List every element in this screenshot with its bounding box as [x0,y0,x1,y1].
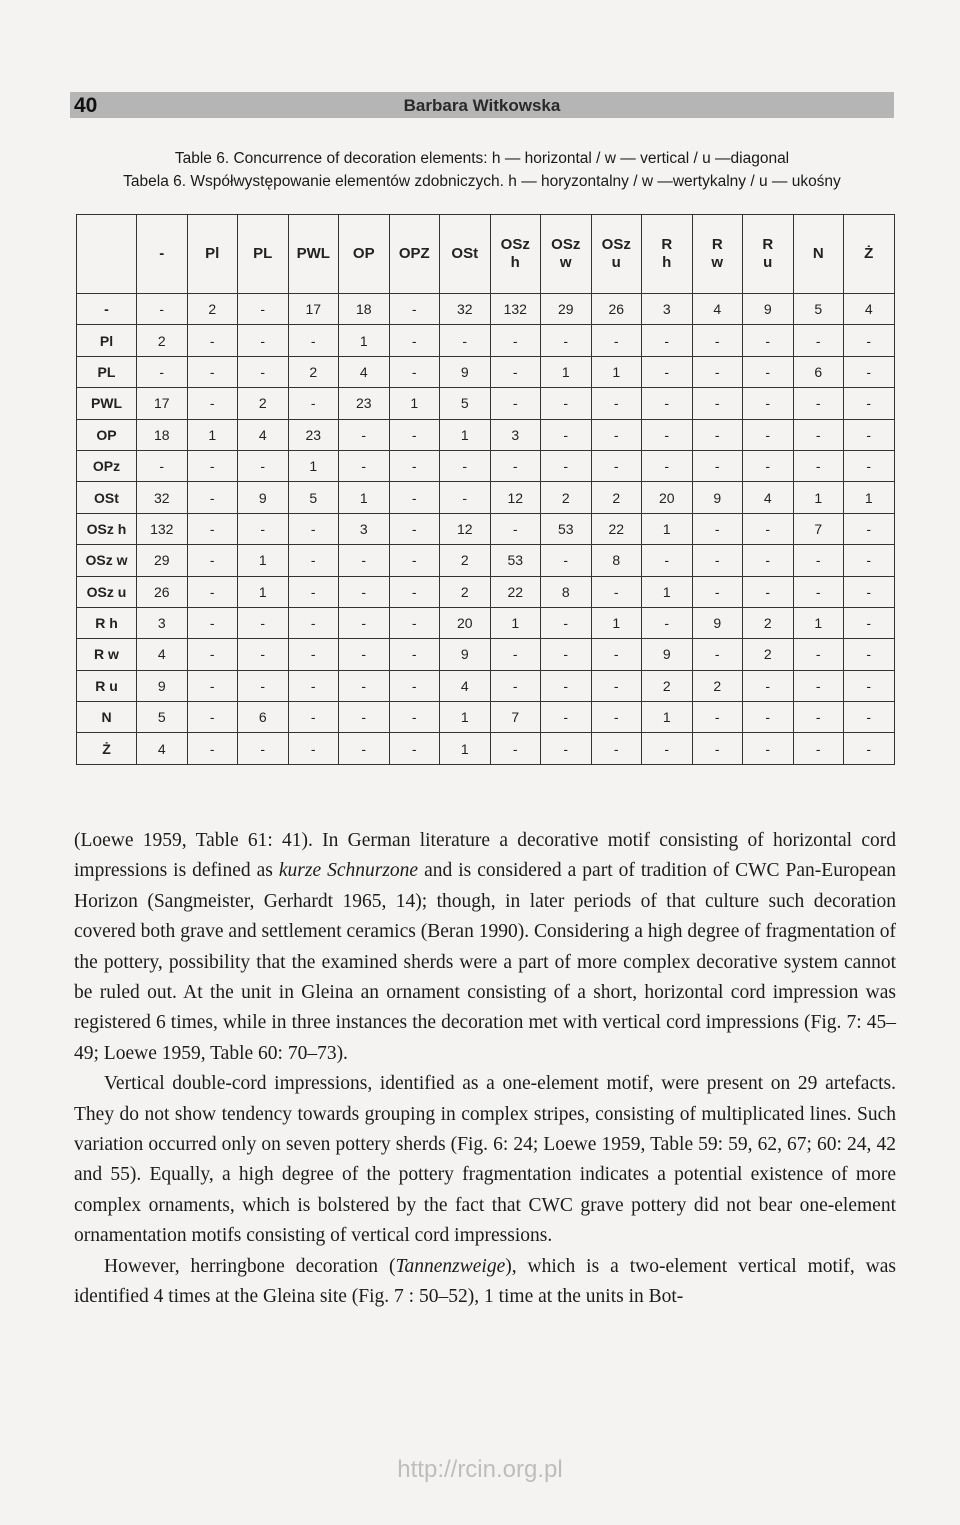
table-row [77,419,895,450]
table-cell: 9 [440,356,491,387]
table-cell: - [238,294,289,325]
table-cell: - [692,513,743,544]
table-cell: - [541,733,592,764]
table-cell: - [389,356,440,387]
table-cell: - [692,576,743,607]
table-cell: - [743,388,794,419]
table-cell: - [490,639,541,670]
table-cell: - [793,702,844,733]
table-cell: - [490,325,541,356]
table-cell: - [844,576,895,607]
table-cell: 1 [238,545,289,576]
table-cell: 53 [490,545,541,576]
table-cell: 2 [137,325,188,356]
table-cell: 132 [137,513,188,544]
table-cell: - [238,325,289,356]
table-cell: 132 [490,294,541,325]
table-cell: - [541,639,592,670]
table-cell: 1 [793,482,844,513]
table-cell: - [743,576,794,607]
column-header: OSz w [541,215,592,294]
table-cell: - [743,670,794,701]
table-cell: - [288,576,339,607]
table-cell: 23 [339,388,390,419]
table-cell: 1 [490,607,541,638]
cooccurrence-table [76,214,895,765]
table-cell: 9 [137,670,188,701]
table-cell: 1 [339,325,390,356]
row-header: N [77,702,137,733]
table-caption-english: Table 6. Concurrence of decoration elements: h — horizontal / w — vertical / u —diagonal [174,150,790,167]
table-cell: - [793,670,844,701]
table-cell: - [793,545,844,576]
table-cell: - [389,576,440,607]
table-row [77,294,895,325]
table-cell: - [844,607,895,638]
footer-url: http://rcin.org.pl [397,1456,563,1483]
column-header [77,215,137,294]
table-cell: - [187,702,238,733]
table-cell: 7 [490,702,541,733]
table-cell: - [844,325,895,356]
table-cell: - [642,607,693,638]
column-header: R h [642,215,693,294]
table-cell: - [844,670,895,701]
paragraph-2: Vertical double-cord impressions, identified as a one-element motif, were present on 29 artefacts. They do not show tendency towards grouping in complex stripes, consisting of multiplicated lines. Such variation occurred only on seven pottery sherds (Fig. 6: 24; Loewe 1959, Table 59: 59, 62, 67; 60: 24, 42 and 55). Equally, a high degree of the pottery fragmentation indicates a potential existence of more complex ornaments, which is bolstered by the fact that CWC grave pottery did not bear one-element ornamentation motifs consisting of vertical cord impressions. [74,1073,896,1247]
table-cell: - [490,356,541,387]
paragraph-3-term: Tannenzweige [395,1255,506,1277]
row-header: R h [77,607,137,638]
table-cell: - [339,576,390,607]
table-cell: 1 [440,419,491,450]
table-cell: - [844,450,895,481]
table-cell: 8 [541,576,592,607]
table-cell: 9 [238,482,289,513]
row-header: OSz h [77,513,137,544]
paragraph-3 [74,1252,896,1313]
column-header: OSz u [591,215,642,294]
table-cell: - [793,733,844,764]
table-cell: 4 [137,639,188,670]
table-cell: - [743,545,794,576]
table-cell: - [844,639,895,670]
table-cell: - [339,419,390,450]
column-header: N [793,215,844,294]
table-cell: - [541,419,592,450]
table-cell: 22 [490,576,541,607]
table-row [77,702,895,733]
table-cell: - [339,639,390,670]
table-cell: - [793,639,844,670]
table-row [77,733,895,764]
paragraph-1-text-c: and is considered a part of tradition of CWC Pan-European Horizon (Sangmeister, Gerhardt 1965, 14); though, in later periods of that culture such decoration covered both grave and settlement ceramics (Beran 1990). Considering a high degree of fragmentation of the pottery, possibility that the examined sherds were a part of more complex decorative system cannot be ruled out. At the unit in Gleina an ornament consisting of a short, horizontal cord impression was registered 6 times, while in three instances the decoration met with vertical cord impressions (Fig. 7: 45–49; Loewe 1959, Table 60: 70–73). [74,860,897,1064]
table-cell: - [743,419,794,450]
table-cell: - [187,607,238,638]
table-cell: - [187,670,238,701]
table-cell: 4 [137,733,188,764]
table-cell: 20 [642,482,693,513]
table-cell: - [591,325,642,356]
table-cell: - [137,356,188,387]
table-cell: - [844,388,895,419]
table-cell: - [793,576,844,607]
table-cell: 6 [793,356,844,387]
table-cell: - [692,450,743,481]
table-cell: 4 [339,356,390,387]
table-cell: - [187,325,238,356]
row-header: OP [77,419,137,450]
table-cell: - [187,733,238,764]
table-cell: 1 [642,702,693,733]
column-header: Pl [187,215,238,294]
table-cell: 6 [238,702,289,733]
table-cell: 1 [440,733,491,764]
table-cell: - [642,733,693,764]
column-header: R u [743,215,794,294]
table-cell: - [389,702,440,733]
table-cell: 1 [591,607,642,638]
table-cell: - [238,639,289,670]
table-header-row [77,215,895,294]
table-cell: - [288,607,339,638]
running-head-author: Barbara Witkowska [403,96,561,115]
table-cell: - [440,482,491,513]
table-cell: 2 [187,294,238,325]
table-cell: 9 [692,607,743,638]
table-cell: - [389,639,440,670]
table-row [77,607,895,638]
table-cell: - [844,702,895,733]
table-cell: 1 [642,513,693,544]
table-cell: 7 [793,513,844,544]
table-cell: - [692,545,743,576]
table-body [77,294,895,765]
row-header: Pl [77,325,137,356]
table-cell: - [238,733,289,764]
table-cell: - [793,325,844,356]
table-cell: - [591,450,642,481]
table-cell: - [591,639,642,670]
table-cell: 26 [591,294,642,325]
table-cell: - [490,670,541,701]
table-row [77,356,895,387]
table-cell: 5 [440,388,491,419]
table-cell: - [187,356,238,387]
table-cell: 29 [541,294,592,325]
table-cell: - [692,702,743,733]
table-cell: - [591,388,642,419]
table-cell: - [591,419,642,450]
body-text [74,826,896,1313]
table-cell: 29 [137,545,188,576]
table-cell: 2 [288,356,339,387]
table-cell: - [541,670,592,701]
table-caption-polish: Tabela 6. Współwystępowanie elementów zdobniczych. h — horyzontalny / w —wertykalny / u — ukośny [123,173,841,190]
table-cell: - [440,325,491,356]
table-cell: 53 [541,513,592,544]
paragraph-1-text-a: (Loewe 1959, Table 61: 41). In German literature a decorative motif consisting of horizontal cord impressions is defined as [74,830,896,882]
table-cell: 12 [440,513,491,544]
table-cell: - [339,450,390,481]
table-cell: - [288,639,339,670]
row-header: Ż [77,733,137,764]
table-cell: 2 [591,482,642,513]
table-cell: - [844,356,895,387]
column-header: - [137,215,188,294]
table-cell: - [793,419,844,450]
column-header: OPZ [389,215,440,294]
table-cell: - [339,545,390,576]
table-cell: - [339,607,390,638]
table-cell: - [541,702,592,733]
table-cell: - [389,733,440,764]
table-cell: 18 [339,294,390,325]
table-cell: 9 [692,482,743,513]
table-cell: 2 [440,545,491,576]
table-cell: 8 [591,545,642,576]
table-cell: 4 [238,419,289,450]
table-cell: 3 [339,513,390,544]
table-cell: - [844,419,895,450]
table-cell: - [743,356,794,387]
table-cell: 1 [642,576,693,607]
table-cell: - [187,639,238,670]
table-cell: 2 [743,607,794,638]
table-cell: 1 [238,576,289,607]
table-cell: - [490,733,541,764]
table-cell: - [389,545,440,576]
table-cell: - [541,388,592,419]
table-row [77,513,895,544]
table-cell: - [187,576,238,607]
table-cell: 1 [187,419,238,450]
table-cell: 3 [490,419,541,450]
row-header: PL [77,356,137,387]
table-row [77,325,895,356]
table-cell: 17 [137,388,188,419]
table-cell: - [793,388,844,419]
table-cell: 3 [642,294,693,325]
table-cell: 32 [137,482,188,513]
table-cell: - [238,356,289,387]
table-cell: - [591,670,642,701]
table-cell: 22 [591,513,642,544]
table-cell: 9 [743,294,794,325]
table-cell: - [339,733,390,764]
table-row [77,450,895,481]
table-cell: - [389,450,440,481]
table-cell: 2 [743,639,794,670]
table-cell: 5 [288,482,339,513]
table-cell: - [591,733,642,764]
table-cell: 5 [793,294,844,325]
table-cell: 2 [692,670,743,701]
table-cell: 23 [288,419,339,450]
table-cell: 2 [440,576,491,607]
paragraph-1-term: kurze Schnurzone [278,860,419,882]
table-cell: - [389,513,440,544]
column-header: R w [692,215,743,294]
table-cell: 32 [440,294,491,325]
table-cell: - [389,482,440,513]
table-cell: - [490,513,541,544]
table-cell: - [642,419,693,450]
table-cell: - [389,294,440,325]
column-header: OP [339,215,390,294]
table-cell: 12 [490,482,541,513]
table-cell: 20 [440,607,491,638]
table-row [77,545,895,576]
table-cell: 4 [440,670,491,701]
table-cell: 5 [137,702,188,733]
table-cell: 1 [339,482,390,513]
table-cell: 1 [389,388,440,419]
table-cell: 9 [642,639,693,670]
table-row [77,670,895,701]
table-cell: - [844,513,895,544]
paragraph-3-text-a: However, herringbone decoration ( [104,1255,396,1277]
table-cell: - [642,356,693,387]
table-cell: - [541,607,592,638]
table-cell: - [844,733,895,764]
table-cell: - [238,670,289,701]
table-cell: - [793,450,844,481]
table-cell: 4 [743,482,794,513]
table-cell: - [238,450,289,481]
table-cell: - [692,639,743,670]
table-cell: - [288,670,339,701]
table-cell: 1 [793,607,844,638]
table-cell: - [288,545,339,576]
table-cell: - [187,482,238,513]
table-cell: 1 [591,356,642,387]
table-cell: - [490,388,541,419]
table-cell: - [288,325,339,356]
column-header: PL [238,215,289,294]
table-cell: - [541,545,592,576]
table-cell: 9 [440,639,491,670]
table-cell: - [743,450,794,481]
table-cell: - [692,356,743,387]
table-cell: - [187,388,238,419]
paragraph-3-text-c: ), which is a two-element vertical motif, was identified 4 times at the Gleina site (Fig. 7 : 50–52), 1 time at the units in Bot- [74,1255,896,1308]
table-cell: - [187,450,238,481]
table-cell: - [642,325,693,356]
table-cell: - [692,388,743,419]
column-header: OSz h [490,215,541,294]
table-cell: - [591,702,642,733]
table-cell: - [591,576,642,607]
table-cell: 1 [288,450,339,481]
table-cell: 18 [137,419,188,450]
table-cell: 2 [642,670,693,701]
row-header: OPz [77,450,137,481]
table-cell: - [389,325,440,356]
table-cell: 2 [238,388,289,419]
table-row [77,482,895,513]
table-cell: 4 [692,294,743,325]
table-cell: - [541,450,592,481]
row-header: PWL [77,388,137,419]
table-cell: - [389,607,440,638]
column-header: Ż [844,215,895,294]
row-header: R u [77,670,137,701]
table-cell: - [288,702,339,733]
table-cell: - [238,513,289,544]
table-cell: - [642,388,693,419]
table-cell: - [743,733,794,764]
table-cell: 17 [288,294,339,325]
page-number: 40 [74,94,98,117]
table-cell: - [743,325,794,356]
table-cell: - [187,513,238,544]
table-cell: - [288,513,339,544]
table-cell: - [187,545,238,576]
table-cell: - [137,294,188,325]
table-cell: - [339,670,390,701]
table-cell: - [389,419,440,450]
table-cell: 26 [137,576,188,607]
table-cell: - [844,545,895,576]
table-row [77,576,895,607]
row-header: OSz u [77,576,137,607]
table-cell: - [692,733,743,764]
row-header: R w [77,639,137,670]
table-cell: 1 [440,702,491,733]
row-header: OSz w [77,545,137,576]
table-cell: - [339,702,390,733]
table-cell: 2 [541,482,592,513]
table-row [77,388,895,419]
table-cell: - [692,419,743,450]
paragraph-1 [74,826,896,1069]
table-cell: 4 [844,294,895,325]
table-cell: - [238,607,289,638]
table-cell: - [440,450,491,481]
table-cell: - [288,733,339,764]
table-cell: - [692,325,743,356]
table-cell: - [541,325,592,356]
row-header: OSt [77,482,137,513]
table-cell: - [743,702,794,733]
column-header: OSt [440,215,491,294]
table-cell: - [389,670,440,701]
table-row [77,639,895,670]
table-cell: - [490,450,541,481]
table-cell: 1 [844,482,895,513]
table-cell: - [288,388,339,419]
row-header: - [77,294,137,325]
column-header: PWL [288,215,339,294]
table-cell: 3 [137,607,188,638]
table-cell: - [642,450,693,481]
table-cell: 1 [541,356,592,387]
table-cell: - [743,513,794,544]
table-cell: - [137,450,188,481]
table-cell: - [642,545,693,576]
